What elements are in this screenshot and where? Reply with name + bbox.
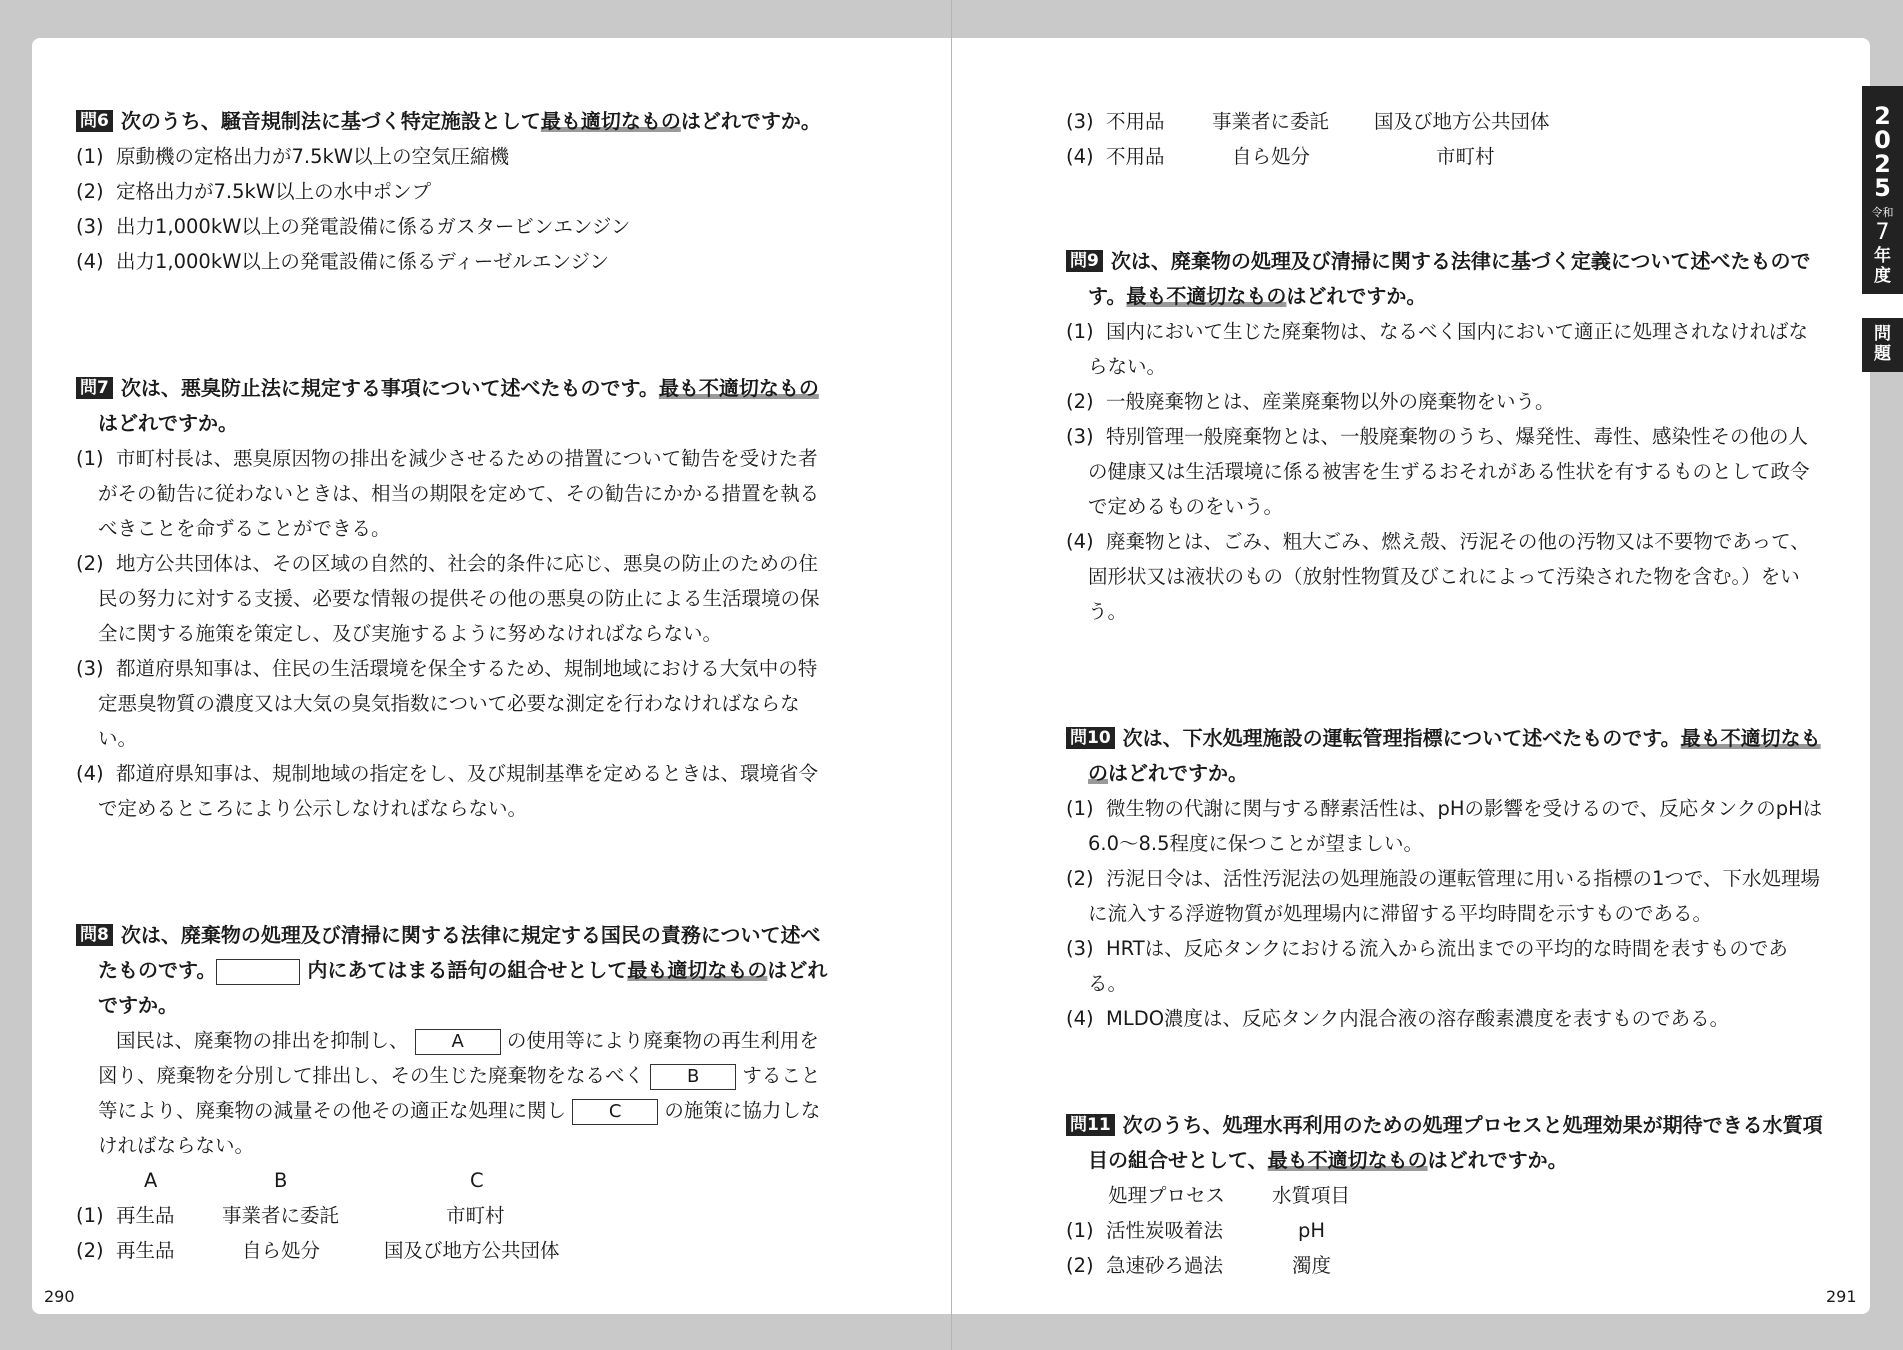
stem-text: はどれですか。 [1108,761,1248,785]
passage-text: すること等により、廃棄物の減量その他その適正な処理に関し [98,1064,821,1122]
option-number: (1) [1066,797,1094,820]
stem-text: 次のうち、騒音規制法に基づく特定施設として [120,109,541,133]
year-digit: 2 [1874,150,1891,178]
option-number: (2) [76,1239,104,1262]
option-number: (4) [1066,145,1094,168]
spacer [1066,174,1826,244]
option-item [76,756,836,826]
question-stem [1066,244,1826,314]
stem-text: はどれですか。 [98,411,238,435]
question-stem [1066,1108,1826,1178]
column-header: 水質項目 [1272,1184,1351,1207]
page-gutter [951,0,952,1350]
column-header: A [144,1169,158,1192]
option-number: (3) [1066,937,1094,960]
spacer [76,279,836,371]
option-number: (2) [76,552,104,575]
option-number: (4) [1066,530,1094,553]
option-text: 一般廃棄物とは、産業廃棄物以外の廃棄物をいう。 [1106,390,1555,413]
passage-text: の使用等により廃棄物の再生利用を図り、廃棄物を分別して排出し、その生じた廃棄物をなるべく [98,1029,819,1087]
section-label [1862,318,1903,372]
option-text: 特別管理一般廃棄物とは、一般廃棄物のうち、爆発性、毒性、感染性その他の人の健康又は生活環境に係る被害を生ずるおそれがある性状を有するものとして政令で定めるものをいう。 [1088,425,1810,518]
option-number: (2) [1066,390,1094,413]
stem-emphasis: 最も適切なもの [540,109,681,133]
question-6 [76,104,836,279]
question-number: 問10 [1066,727,1115,749]
stem-emphasis: 最も不適切なもの [1088,726,1821,785]
answer-row [76,1233,836,1268]
cell: 国及び地方公共団体 [1374,110,1550,133]
cell: 自ら処分 [242,1239,321,1262]
cell: 不用品 [1106,110,1165,133]
option-number: (2) [1066,1254,1094,1277]
answer-row [1066,139,1826,174]
option-text: 市町村長は、悪臭原因物の排出を減少させるための措置について勧告を受けた者がその勧告に従わないときは、相当の期限を定めて、その勧告にかかる措置を執るべきことを命ずることができる。 [98,447,820,540]
option-number: (3) [1066,110,1094,133]
option-text: 出力1,000kW以上の発電設備に係るディーゼルエンジン [116,250,609,273]
option-number: (1) [76,145,104,168]
blank-box [216,959,300,985]
option-item [1066,1001,1826,1036]
option-number: (1) [76,447,104,470]
cell: 事業者に委託 [1212,110,1330,133]
right-page [1066,104,1826,1283]
option-text: 微生物の代謝に関与する酵素活性は、pHの影響を受けるので、反応タンクのpHは6.0〜8.5程度に保つことが望ましい。 [1088,797,1823,855]
cell: pH [1298,1219,1326,1242]
option-text: 国内において生じた廃棄物は、なるべく国内において適正に処理されなければならない。 [1088,320,1809,378]
option-item [76,441,836,546]
cell: 市町村 [1436,145,1495,168]
page-number-right: 291 [1826,1287,1857,1306]
stem-emphasis: 最も不適切なもの [1267,1148,1428,1172]
column-header-row [1066,1178,1826,1213]
year-label [1862,86,1903,200]
question-stem [76,104,836,139]
cell: 市町村 [446,1204,505,1227]
cell: 再生品 [116,1239,175,1262]
option-item [76,244,836,279]
answer-row [76,1198,836,1233]
question-7 [76,371,836,826]
spacer [1066,1036,1826,1108]
stem-text: はどれですか。 [1427,1148,1568,1172]
stem-text: 次は、悪臭防止法に規定する事項について述べたものです。 [120,376,659,400]
option-number: (4) [76,762,104,785]
option-item [1066,384,1826,419]
year-digit: 5 [1874,174,1891,202]
tab-divider [1862,294,1903,318]
year-digit: 2 [1874,102,1891,130]
option-item [1066,791,1826,861]
option-item [76,651,836,756]
option-text: 都道府県知事は、規制地域の指定をし、及び規制基準を定めるときは、環境省令で定めるところにより公示しなければならない。 [98,762,819,820]
option-item [1066,419,1826,524]
option-number: (3) [76,657,104,680]
option-number: (3) [76,215,104,238]
option-text: 出力1,000kW以上の発電設備に係るガスタービンエンジン [116,215,631,238]
section-char: 題 [1874,344,1891,364]
cell: 再生品 [116,1204,175,1227]
stem-text: はどれですか。 [98,958,828,1017]
nendo-label [1862,246,1903,294]
option-text: 定格出力が7.5kW以上の水中ポンプ [116,180,432,203]
cell: 急速砂ろ過法 [1106,1254,1224,1277]
cell: 自ら処分 [1232,145,1311,168]
option-number: (1) [1066,320,1094,343]
stem-text: 次は、廃棄物の処理及び清掃に関する法律に規定する国民の責務について述べたものです。 [98,923,821,982]
cell: 活性炭吸着法 [1106,1219,1224,1242]
question-number: 問8 [76,924,113,946]
passage-text: の施策に協力しなければならない。 [98,1099,821,1157]
stem-text: はどれですか。 [680,109,821,133]
option-item [1066,931,1826,1001]
option-text: HRTは、反応タンクにおける流入から流出までの平均的な時間を表すものである。 [1088,937,1788,995]
option-number: (4) [76,250,104,273]
blank-box-c: C [572,1099,658,1125]
question-10 [1066,721,1826,1036]
column-header: B [274,1169,288,1192]
era-label: 令和 [1871,206,1894,219]
question-stem [76,371,836,441]
option-number: (1) [76,1204,104,1227]
option-item [76,209,836,244]
stem-emphasis: 最も不適切なもの [1126,284,1287,308]
answer-row [1066,1248,1826,1283]
spacer [76,826,836,918]
option-number: (4) [1066,1007,1094,1030]
era-number: 7 [1875,220,1890,245]
option-number: (3) [1066,425,1094,448]
option-item [76,139,836,174]
question-number: 問9 [1066,250,1103,272]
left-page [76,104,836,1268]
cell: 濁度 [1292,1254,1332,1277]
stem-emphasis: 最も不適切なもの [658,376,819,400]
column-header-row [76,1163,836,1198]
option-text: 地方公共団体は、その区域の自然的、社会的条件に応じ、悪臭の防止のための住民の努力に対する支援、必要な情報の提供その他の悪臭の防止による生活環境の保全に関する施策を策定し、及び実施するように努めなければならない。 [98,552,820,645]
option-number: (2) [1066,867,1094,890]
stem-text: はどれですか。 [1286,284,1427,308]
spacer [1066,629,1826,721]
option-item [1066,861,1826,931]
blank-box-b: B [650,1064,736,1090]
option-item [76,546,836,651]
cell: 事業者に委託 [222,1204,340,1227]
option-number: (1) [1066,1219,1094,1242]
answer-row [1066,104,1826,139]
passage-text: 国民は、廃棄物の排出を抑制し、 [116,1029,409,1052]
option-number: (2) [76,180,104,203]
stem-text: 次は、廃棄物の処理及び清掃に関する法律に基づく定義について述べたものです。 [1088,249,1811,308]
stem-text: 次のうち、処理水再利用のための処理プロセスと処理効果が期待できる水質項目の組合せとして、 [1088,1113,1823,1172]
year-digit: 0 [1874,126,1891,154]
column-header: C [470,1169,484,1192]
question-number: 問6 [76,110,113,132]
question-stem [76,918,836,1023]
question-9 [1066,244,1826,629]
stem-emphasis: 最も適切なもの [627,958,768,982]
cell: 国及び地方公共団体 [384,1239,560,1262]
option-text: 原動機の定格出力が7.5kW以上の空気圧縮機 [116,145,510,168]
column-header: 処理プロセス [1108,1184,1226,1207]
option-item [1066,314,1826,384]
option-text: 廃棄物とは、ごみ、粗大ごみ、燃え殻、汚泥その他の汚物又は不要物であって、固形状又は液状のもの（放射性物質及びこれによって汚染された物を含む。）をいう。 [1088,530,1810,623]
stem-text: 次は、下水処理施設の運転管理指標について述べたものです。 [1122,726,1681,750]
page-number-left: 290 [44,1287,75,1306]
nendo-char: 度 [1874,266,1891,286]
blank-box-a: A [415,1029,501,1055]
passage [76,1023,836,1163]
cell: 不用品 [1106,145,1165,168]
question-number: 問7 [76,377,113,399]
section-char: 問 [1874,324,1891,344]
question-stem [1066,721,1826,791]
stem-text: 内にあてはまる語句の組合せとして [307,958,628,982]
nendo-char: 年 [1874,246,1891,266]
question-number: 問11 [1066,1114,1115,1136]
answer-row [1066,1213,1826,1248]
option-text: 都道府県知事は、住民の生活環境を保全するため、規制地域における大気中の特定悪臭物質の濃度又は大気の臭気指数について必要な測定を行わなければならない。 [98,657,818,750]
question-11 [1066,1108,1826,1283]
option-text: 汚泥日令は、活性汚泥法の処理施設の運転管理に用いる指標の1つで、下水処理場に流入する浮遊物質が処理場内に滞留する平均時間を示すものである。 [1088,867,1821,925]
question-8 [76,918,836,1268]
option-text: MLDO濃度は、反応タンク内混合液の溶存酸素濃度を表すものである。 [1106,1007,1730,1030]
year-side-tab [1862,86,1903,372]
option-item [1066,524,1826,629]
option-item [76,174,836,209]
